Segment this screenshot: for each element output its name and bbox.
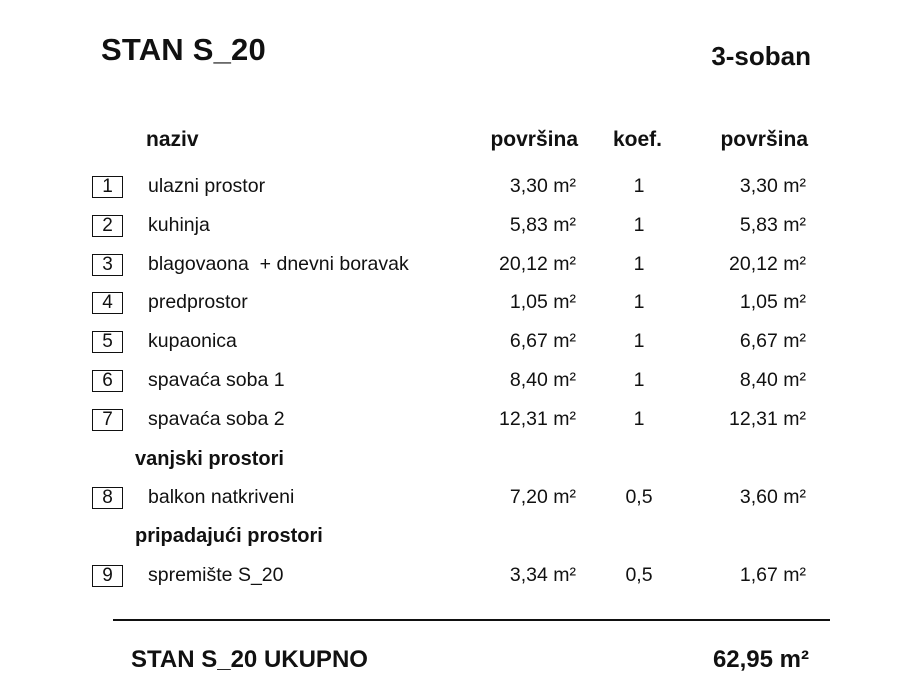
- table-row: [0, 486, 920, 516]
- room-coefficient: 1: [633, 291, 645, 313]
- column-header-area: površina: [490, 128, 578, 151]
- room-weighted-area: 1,05 m²: [739, 291, 806, 313]
- room-area: 12,31 m²: [499, 408, 576, 430]
- section-heading-ancillary: pripadajući prostori: [135, 525, 323, 547]
- total-divider: [113, 619, 830, 621]
- room-weighted-area: 3,30 m²: [739, 175, 806, 197]
- room-name: spavaća soba 2: [148, 408, 285, 430]
- room-name: kupaonica: [148, 330, 237, 352]
- room-area: 8,40 m²: [509, 369, 576, 391]
- apartment-type: 3-soban: [711, 41, 811, 71]
- table-row: [0, 330, 920, 360]
- room-weighted-area: 20,12 m²: [729, 253, 806, 275]
- room-coefficient: 1: [633, 369, 645, 391]
- room-coefficient: 0,5: [625, 486, 653, 508]
- table-row: [0, 408, 920, 438]
- room-name: kuhinja: [148, 214, 210, 236]
- room-number: 6: [92, 370, 123, 392]
- room-weighted-area: 5,83 m²: [739, 214, 806, 236]
- table-row: [0, 291, 920, 321]
- room-area: 6,67 m²: [509, 330, 576, 352]
- room-number: 1: [92, 176, 123, 198]
- room-number: 8: [92, 487, 123, 509]
- total-label: STAN S_20 UKUPNO: [131, 646, 368, 673]
- column-header-weighted-area: površina: [720, 128, 808, 151]
- room-weighted-area: 1,67 m²: [739, 564, 806, 586]
- table-row: [0, 253, 920, 283]
- table-row: [0, 369, 920, 399]
- table-row: [0, 214, 920, 244]
- room-area: 5,83 m²: [509, 214, 576, 236]
- room-coefficient: 1: [633, 253, 645, 275]
- room-name: balkon natkriveni: [148, 486, 295, 508]
- room-number: 4: [92, 292, 123, 314]
- room-coefficient: 1: [633, 330, 645, 352]
- room-weighted-area: 12,31 m²: [729, 408, 806, 430]
- section-heading-outdoor: vanjski prostori: [135, 448, 284, 470]
- room-number: 7: [92, 409, 123, 431]
- room-number: 9: [92, 565, 123, 587]
- room-number: 2: [92, 215, 123, 237]
- column-header-coefficient: koef.: [613, 128, 663, 151]
- room-number: 3: [92, 254, 123, 276]
- table-row: [0, 564, 920, 594]
- room-weighted-area: 6,67 m²: [739, 330, 806, 352]
- room-area: 20,12 m²: [499, 253, 576, 275]
- page-title: STAN S_20: [101, 32, 266, 67]
- room-name: blagovaona + dnevni boravak: [148, 253, 409, 275]
- room-area: 7,20 m²: [509, 486, 576, 508]
- room-name: predprostor: [148, 291, 248, 313]
- room-coefficient: 1: [633, 214, 645, 236]
- total-value: 62,95 m²: [712, 646, 809, 673]
- room-coefficient: 0,5: [625, 564, 653, 586]
- room-name: spavaća soba 1: [148, 369, 285, 391]
- table-row: [0, 175, 920, 205]
- room-name: spremište S_20: [148, 564, 284, 586]
- room-name: ulazni prostor: [148, 175, 266, 197]
- room-coefficient: 1: [633, 408, 645, 430]
- column-header-name: naziv: [146, 128, 199, 151]
- room-area: 3,30 m²: [509, 175, 576, 197]
- room-area: 1,05 m²: [509, 291, 576, 313]
- room-number: 5: [92, 331, 123, 353]
- room-area: 3,34 m²: [509, 564, 576, 586]
- room-coefficient: 1: [633, 175, 645, 197]
- room-weighted-area: 3,60 m²: [739, 486, 806, 508]
- room-weighted-area: 8,40 m²: [739, 369, 806, 391]
